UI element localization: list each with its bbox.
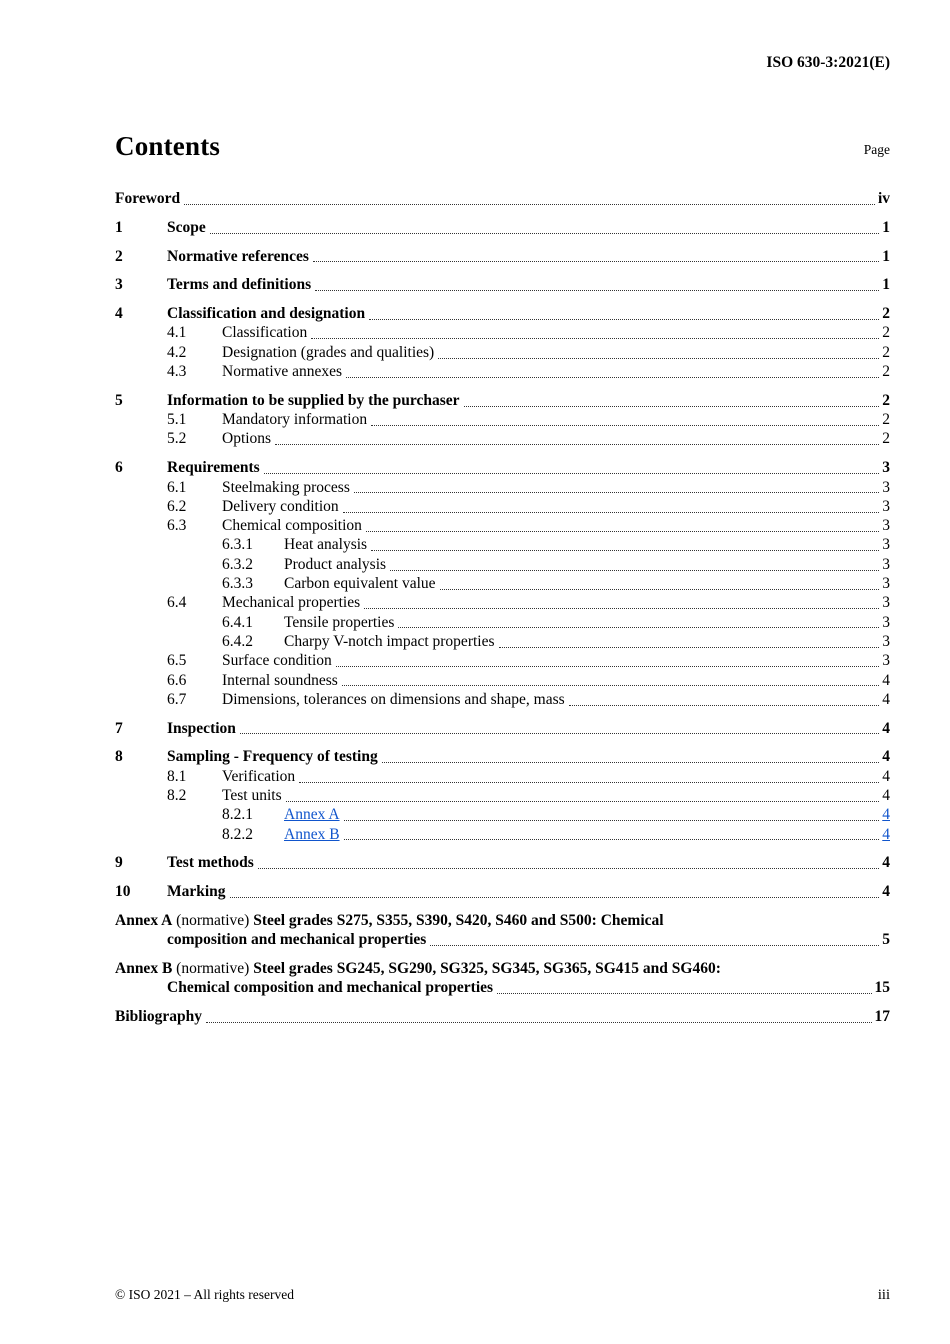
dotted-leader (371, 422, 879, 426)
toc-entry-title[interactable]: Annex B (284, 825, 340, 843)
toc-entry-number: 8.2.1 (222, 806, 253, 824)
toc-entry-number: 6.2 (167, 497, 187, 515)
toc-entry-page: iv (877, 190, 890, 207)
toc-entry-title: Classification and designation (167, 305, 366, 323)
toc-entry-page: 4 (882, 883, 890, 901)
toc-entry (167, 410, 890, 429)
toc-entry-number: 6.4.2 (222, 632, 253, 650)
toc-entry-page: 3 (882, 632, 890, 650)
toc-entry (167, 323, 890, 342)
toc-entry-page: 2 (882, 343, 890, 361)
toc-entry-page: 3 (882, 575, 890, 593)
dotted-leader (371, 547, 879, 551)
toc-entry (115, 458, 890, 477)
toc-entry-number: 6.3.2 (222, 555, 253, 573)
toc-entry-page: 17 (874, 1008, 890, 1026)
toc-entry-page: 4 (882, 767, 890, 785)
page-number: iii (877, 1287, 890, 1303)
contents-heading: Contents (115, 131, 221, 161)
toc-entry-title: Carbon equivalent value (284, 575, 436, 593)
toc-entry-page: 3 (882, 555, 890, 573)
toc-entry (167, 497, 890, 516)
dotted-leader (206, 1019, 872, 1023)
toc-entry-title: Product analysis (284, 555, 387, 573)
toc-entry (167, 516, 890, 535)
toc-entry-page: 3 (882, 459, 890, 477)
toc-entry (167, 690, 890, 709)
toc-entry (115, 189, 890, 208)
toc-entry-number: 9 (115, 854, 123, 872)
toc-entry-page: 3 (882, 497, 890, 515)
toc-entry-title: Mechanical properties (222, 594, 361, 612)
dotted-leader (354, 489, 879, 493)
toc-entry-number: 5.2 (167, 430, 187, 448)
toc-entry-title: Classification (222, 324, 308, 342)
toc-entry-number: 6.4 (167, 594, 187, 612)
dotted-leader (313, 258, 879, 262)
dotted-leader (258, 865, 879, 869)
toc-entry-number: 8 (115, 748, 123, 766)
dotted-leader (342, 682, 879, 686)
toc-entry-number: 6.4.1 (222, 613, 253, 631)
toc-entry-title: Bibliography (115, 1008, 202, 1026)
toc-annex-line1 (115, 911, 890, 930)
toc-entry (167, 429, 890, 448)
table-of-contents (115, 189, 890, 1026)
page-footer (115, 1287, 890, 1304)
toc-entry-page: 4 (882, 787, 890, 805)
dotted-leader (343, 509, 880, 513)
toc-annex-text: (normative) (172, 912, 254, 929)
toc-entry-title: Tensile properties (284, 613, 395, 631)
dotted-leader (299, 779, 879, 783)
toc-entry-title: Marking (167, 883, 226, 901)
toc-entry (115, 391, 890, 410)
dotted-leader (346, 374, 879, 378)
toc-entry-number: 8.2 (167, 787, 187, 805)
dotted-leader (344, 817, 880, 821)
toc-entry-title: Normative annexes (222, 363, 343, 381)
toc-entry-annex (115, 911, 890, 950)
toc-entry (115, 882, 890, 901)
toc-entry (167, 478, 890, 497)
dotted-leader (499, 644, 880, 648)
toc-entry-page: 3 (882, 478, 890, 496)
dotted-leader (184, 201, 875, 205)
toc-entry-page: 3 (882, 536, 890, 554)
toc-entry-number: 2 (115, 247, 123, 265)
toc-entry-title: Chemical composition (222, 517, 362, 535)
toc-entry-link (222, 805, 890, 824)
dotted-leader (230, 894, 880, 898)
toc-entry (167, 671, 890, 690)
toc-entry-page: 3 (882, 613, 890, 631)
toc-entry-number: 4.3 (167, 363, 187, 381)
toc-entry (115, 719, 890, 738)
dotted-leader (264, 470, 880, 474)
toc-entry-title[interactable]: Annex A (284, 806, 340, 824)
toc-entry-page: 2 (882, 305, 890, 323)
dotted-leader (364, 605, 879, 609)
toc-entry-page: 4 (882, 854, 890, 872)
toc-entry-title: Charpy V-notch impact properties (284, 632, 495, 650)
toc-entry-title: Surface condition (222, 652, 332, 670)
toc-entry-page: 3 (882, 517, 890, 535)
toc-entry-page[interactable]: 4 (882, 825, 890, 843)
toc-entry-page: 1 (882, 247, 890, 265)
toc-entry (167, 593, 890, 612)
toc-entry-number: 6.3 (167, 517, 187, 535)
toc-entry (167, 362, 890, 381)
toc-entry-title: Delivery condition (222, 497, 339, 515)
toc-entry-page: 4 (882, 719, 890, 737)
toc-entry-page[interactable]: 4 (882, 806, 890, 824)
toc-entry-number: 6.3.3 (222, 575, 253, 593)
toc-entry (167, 767, 890, 786)
toc-entry-page: 2 (882, 363, 890, 381)
toc-entry-number: 6.7 (167, 690, 187, 708)
toc-annex-text: Steel grades SG245, SG290, SG325, SG345, SG365, SG415 and SG460: (253, 960, 721, 978)
toc-entry-number: 6.6 (167, 671, 187, 689)
dotted-leader (369, 316, 879, 320)
toc-annex-text: (normative) (172, 960, 254, 978)
dotted-leader (344, 836, 880, 840)
toc-entry-title: Verification (222, 767, 296, 785)
toc-entry-number: 6.5 (167, 652, 187, 670)
toc-entry-number: 4.1 (167, 324, 187, 342)
copyright-notice: © ISO 2021 – All rights reserved (115, 1287, 294, 1302)
toc-entry-title: Information to be supplied by the purchaser (167, 391, 460, 409)
toc-entry (115, 1007, 890, 1026)
toc-entry-page: 2 (882, 430, 890, 448)
dotted-leader (497, 990, 871, 994)
toc-entry (115, 275, 890, 294)
toc-annex-line2 (167, 978, 890, 997)
toc-annex-text: Steel grades S275, S355, S390, S420, S460 and S500: Chemical (253, 912, 664, 929)
toc-entry-title: Designation (grades and qualities) (222, 343, 435, 361)
toc-entry-page: 4 (882, 690, 890, 708)
toc-entry (222, 574, 890, 593)
dotted-leader (275, 441, 879, 445)
toc-entry-page: 2 (882, 391, 890, 409)
dotted-leader (240, 730, 879, 734)
content-area (115, 131, 890, 1026)
dotted-leader (286, 798, 880, 802)
toc-entry-title: Foreword (115, 190, 181, 207)
toc-entry-title: composition and mechanical properties (167, 931, 427, 949)
dotted-leader (440, 586, 880, 590)
toc-entry-title: Mandatory information (222, 411, 368, 429)
toc-entry-number: 6.3.1 (222, 536, 253, 554)
toc-entry-page: 5 (882, 931, 890, 949)
toc-entry-title: Normative references (167, 247, 309, 265)
page-column-label: Page (863, 142, 890, 157)
toc-entry-title: Sampling - Frequency of testing (167, 748, 378, 766)
toc-entry-page: 3 (882, 594, 890, 612)
toc-entry-number: 8.1 (167, 767, 187, 785)
toc-entry-title: Internal soundness (222, 671, 338, 689)
toc-annex-text: Annex B (115, 960, 173, 978)
toc-entry-link (222, 825, 890, 844)
dotted-leader (315, 287, 879, 291)
toc-entry (167, 343, 890, 362)
toc-entry (115, 218, 890, 237)
toc-entry (222, 632, 890, 651)
contents-header (115, 131, 890, 162)
toc-entry-number: 5.1 (167, 411, 187, 429)
toc-entry-title: Terms and definitions (167, 276, 312, 294)
toc-entry (167, 786, 890, 805)
toc-entry (167, 651, 890, 670)
toc-entry-number: 6.1 (167, 478, 187, 496)
dotted-leader (336, 663, 879, 667)
dotted-leader (366, 528, 879, 532)
toc-entry-annex (115, 959, 890, 998)
toc-entry (222, 613, 890, 632)
dotted-leader (382, 759, 880, 763)
toc-entry-number: 3 (115, 276, 123, 294)
toc-entry-number: 5 (115, 391, 123, 409)
toc-entry (222, 555, 890, 574)
toc-entry-page: 1 (882, 276, 890, 294)
toc-annex-line1 (115, 959, 890, 978)
toc-entry-number: 1 (115, 218, 123, 236)
toc-entry-title: Inspection (167, 719, 236, 737)
toc-entry-title: Test units (222, 787, 282, 805)
dotted-leader (438, 355, 879, 359)
toc-entry-title: Requirements (167, 459, 260, 477)
toc-entry (115, 247, 890, 266)
toc-annex-text: Annex A (115, 912, 173, 929)
toc-entry-page: 2 (882, 324, 890, 342)
dotted-leader (398, 624, 879, 628)
toc-entry-title: Options (222, 430, 272, 448)
dotted-leader (210, 230, 880, 234)
toc-entry-title: Steelmaking process (222, 478, 350, 496)
toc-entry-page: 3 (882, 652, 890, 670)
toc-entry-title: Chemical composition and mechanical properties (167, 979, 494, 997)
toc-entry-number: 4 (115, 305, 123, 323)
toc-entry-title: Dimensions, tolerances on dimensions and shape, mass (222, 690, 565, 708)
toc-entry-title: Heat analysis (284, 536, 368, 554)
toc-entry-number: 8.2.2 (222, 825, 253, 843)
toc-entry-page: 2 (882, 411, 890, 429)
toc-entry-number: 7 (115, 719, 123, 737)
toc-entry-number: 4.2 (167, 343, 187, 361)
dotted-leader (390, 567, 879, 571)
dotted-leader (311, 335, 879, 339)
document-reference: ISO 630-3:2021(E) (766, 54, 890, 71)
toc-entry (222, 535, 890, 554)
dotted-leader (569, 702, 880, 706)
dotted-leader (430, 942, 879, 946)
toc-entry-page: 15 (874, 979, 890, 997)
toc-entry-title: Test methods (167, 854, 254, 872)
toc-entry-number: 6 (115, 459, 123, 477)
toc-entry-page: 4 (882, 748, 890, 766)
toc-entry-title: Scope (167, 218, 206, 236)
toc-entry (115, 304, 890, 323)
toc-entry-page: 1 (882, 218, 890, 236)
toc-annex-line2 (167, 930, 890, 949)
toc-entry-number: 10 (115, 883, 131, 901)
dotted-leader (464, 403, 880, 407)
toc-entry-page: 4 (882, 671, 890, 689)
toc-entry (115, 747, 890, 766)
toc-entry (115, 853, 890, 872)
